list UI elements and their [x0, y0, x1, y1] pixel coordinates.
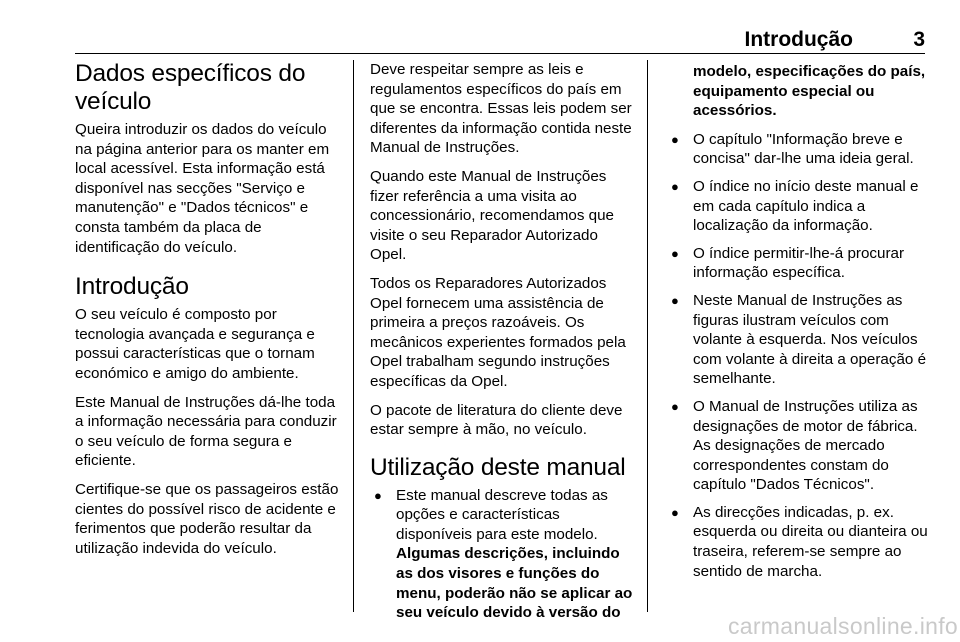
paragraph-intro-2: Este Manual de Instruções dá-lhe toda a informação necessária para conduzir o seu veículo de forma segura e eficiente. — [75, 393, 337, 470]
column-2 — [370, 60, 635, 631]
bullet-icon: ● — [671, 292, 679, 308]
column-1 — [75, 60, 343, 567]
paragraph-dados: Queira introduzir os dados do veículo na página anterior para os manter em local acessível. Esta informação está disponível nas secções "Serviço e manutenção" e "Dados técnicos" e consta também da placa de identificação do veículo. — [75, 121, 330, 256]
paragraph-leis: Deve respeitar sempre as leis e regulamentos específicos do país em que se encontra. Essas leis podem ser diferentes da informação contida neste Manual de Instruções. — [370, 61, 632, 157]
bullet-icon: ● — [671, 131, 679, 147]
bullet-icon: ● — [671, 178, 679, 194]
bullet-list-continued — [667, 130, 929, 581]
paragraph-intro-3: Certifique-se que os passageiros estão cientes do possível risco de acidente e ferimentos que poderão resultar da utilização indevida do veículo. — [75, 480, 339, 557]
header-rule — [75, 53, 925, 54]
paragraph-intro-1: O seu veículo é composto por tecnologia avançada e segurança e possui características que o tornam económico e amigo do ambiente. — [75, 306, 315, 382]
list-item-text: O índice permitir-lhe-á procurar informação específica. — [693, 244, 905, 282]
column-divider-2 — [647, 60, 648, 612]
heading-utilizacao: Utilização deste manual — [370, 453, 626, 481]
column-divider-1 — [353, 60, 354, 612]
bullet-icon: ● — [671, 245, 679, 261]
list-item-text: O Manual de Instruções utiliza as designações de motor de fábrica. As designações de mercado correspondentes constam do capítulo "Dados Técnicos". — [693, 397, 918, 494]
list-item — [667, 503, 929, 581]
heading-introducao: Introdução — [75, 273, 189, 301]
watermark-text: carmanualsonline.info — [727, 613, 958, 639]
list-item-text: As direcções indicadas, p. ex. esquerda ou direita ou dianteira ou traseira, referem-se sempre ao sentido de marcha. — [693, 503, 928, 580]
bullet-icon: ● — [671, 398, 679, 414]
list-item — [667, 130, 929, 169]
header-title: Introdução — [744, 28, 853, 51]
heading-dados-especificos: Dados específicos do veículo — [75, 60, 306, 115]
paragraph-concessionario: Quando este Manual de Instruções fizer referência a uma visita ao concessionário, recomendamos que visite o seu Reparador Autorizado Opel. — [370, 167, 614, 264]
bullet-list-utilizacao — [370, 486, 635, 623]
list-item-text: O índice no início deste manual e em cada capítulo indica a localização da informação. — [693, 177, 919, 235]
list-item — [667, 397, 929, 495]
bullet-icon: ● — [671, 504, 679, 520]
list-item-text: Neste Manual de Instruções as figuras ilustram veículos com volante à esquerda. Nos veículos com volante à direita a operação é semelhante. — [693, 291, 927, 388]
list-item-text: O capítulo "Informação breve e concisa" dar-lhe uma ideia geral. — [693, 130, 914, 168]
page-number: 3 — [913, 28, 925, 51]
list-item — [667, 291, 929, 389]
list-item-bold-text: Algumas descrições, incluindo as dos visores e funções do menu, poderão não se aplicar ao seu veículo devido à versão do — [396, 545, 633, 622]
page-header — [75, 24, 925, 52]
paragraph-pacote: O pacote de literatura do cliente deve estar sempre à mão, no veículo. — [370, 401, 623, 439]
list-item-text: Este manual descreve todas as opções e características disponíveis para este modelo. — [396, 486, 608, 543]
bullet-icon: ● — [374, 487, 382, 503]
column-3 — [667, 60, 929, 589]
paragraph-reparadores: Todos os Reparadores Autorizados Opel fornecem uma assistência de primeira a preços razoáveis. Os mecânicos experientes formados pela Opel trabalham segundo instruções específicas da Opel. — [370, 274, 626, 390]
continued-bold-text: modelo, especificações do país, equipamento especial ou acessórios. — [693, 63, 926, 120]
list-item — [370, 486, 635, 623]
list-item — [667, 177, 929, 236]
list-item — [667, 244, 929, 283]
